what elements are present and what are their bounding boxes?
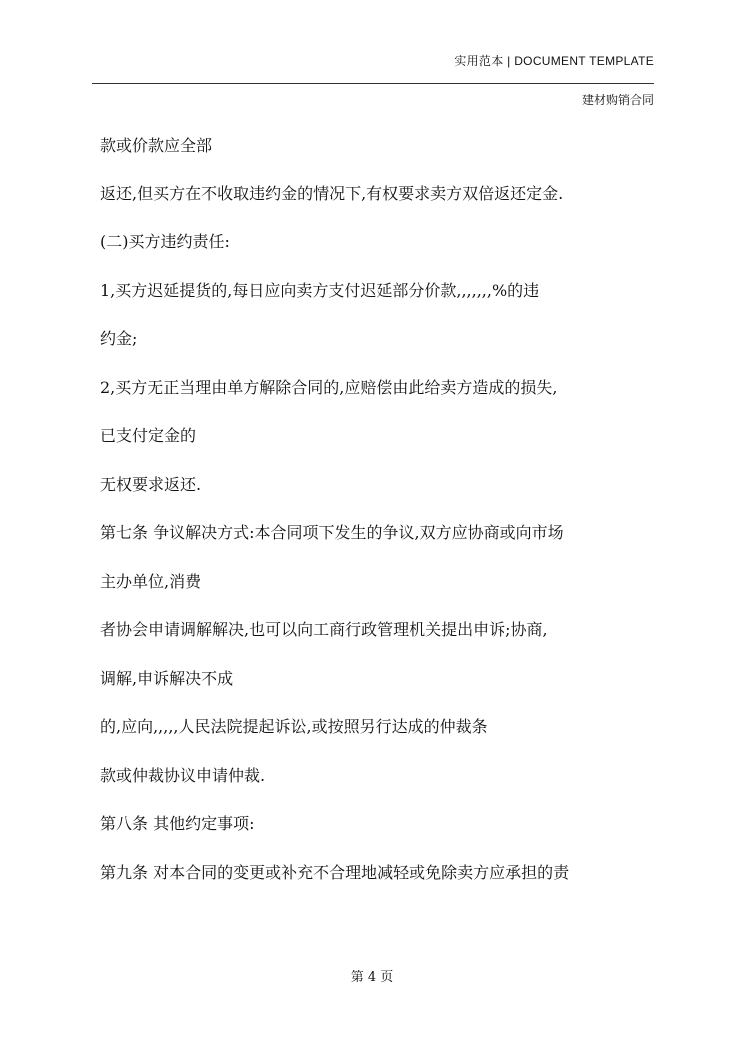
body-line: 约金; <box>100 329 138 348</box>
body-line: (二)买方违约责任: <box>100 232 230 251</box>
body-line: 的,应向,,,,,人民法院提起诉讼,或按照另行达成的仲裁条 <box>100 717 488 736</box>
document-title: 建材购销合同 <box>581 93 654 107</box>
body-line: 返还,但买方在不收取违约金的情况下,有权要求卖方双倍返还定金. <box>100 184 564 203</box>
body-line: 已支付定金的 <box>100 426 197 445</box>
page-number: 第 4 页 <box>350 970 394 985</box>
header-divider <box>92 83 654 84</box>
body-line: 2,买方无正当理由单方解除合同的,应赔偿由此给卖方造成的损失, <box>100 378 558 397</box>
body-line: 主办单位,消费 <box>100 572 202 591</box>
header-brand: 实用范本 | DOCUMENT TEMPLATE <box>454 54 654 68</box>
body-line: 者协会申请调解解决,也可以向工商行政管理机关提出申诉;协商, <box>100 620 548 639</box>
body-line: 第九条 对本合同的变更或补充不合理地减轻或免除卖方应承担的责 <box>100 863 570 882</box>
body-line: 1,买方迟延提货的,每日应向卖方支付迟延部分价款,,,,,,,%的违 <box>100 281 540 300</box>
body-line: 无权要求返还. <box>100 475 202 494</box>
body-line: 款或仲裁协议申请仲裁. <box>100 766 266 785</box>
body-line: 调解,申诉解决不成 <box>100 669 234 688</box>
body-line: 款或价款应全部 <box>100 136 213 155</box>
body-line: 第八条 其他约定事项: <box>100 814 255 833</box>
body-line: 第七条 争议解决方式:本合同项下发生的争议,双方应协商或向市场 <box>100 523 564 542</box>
